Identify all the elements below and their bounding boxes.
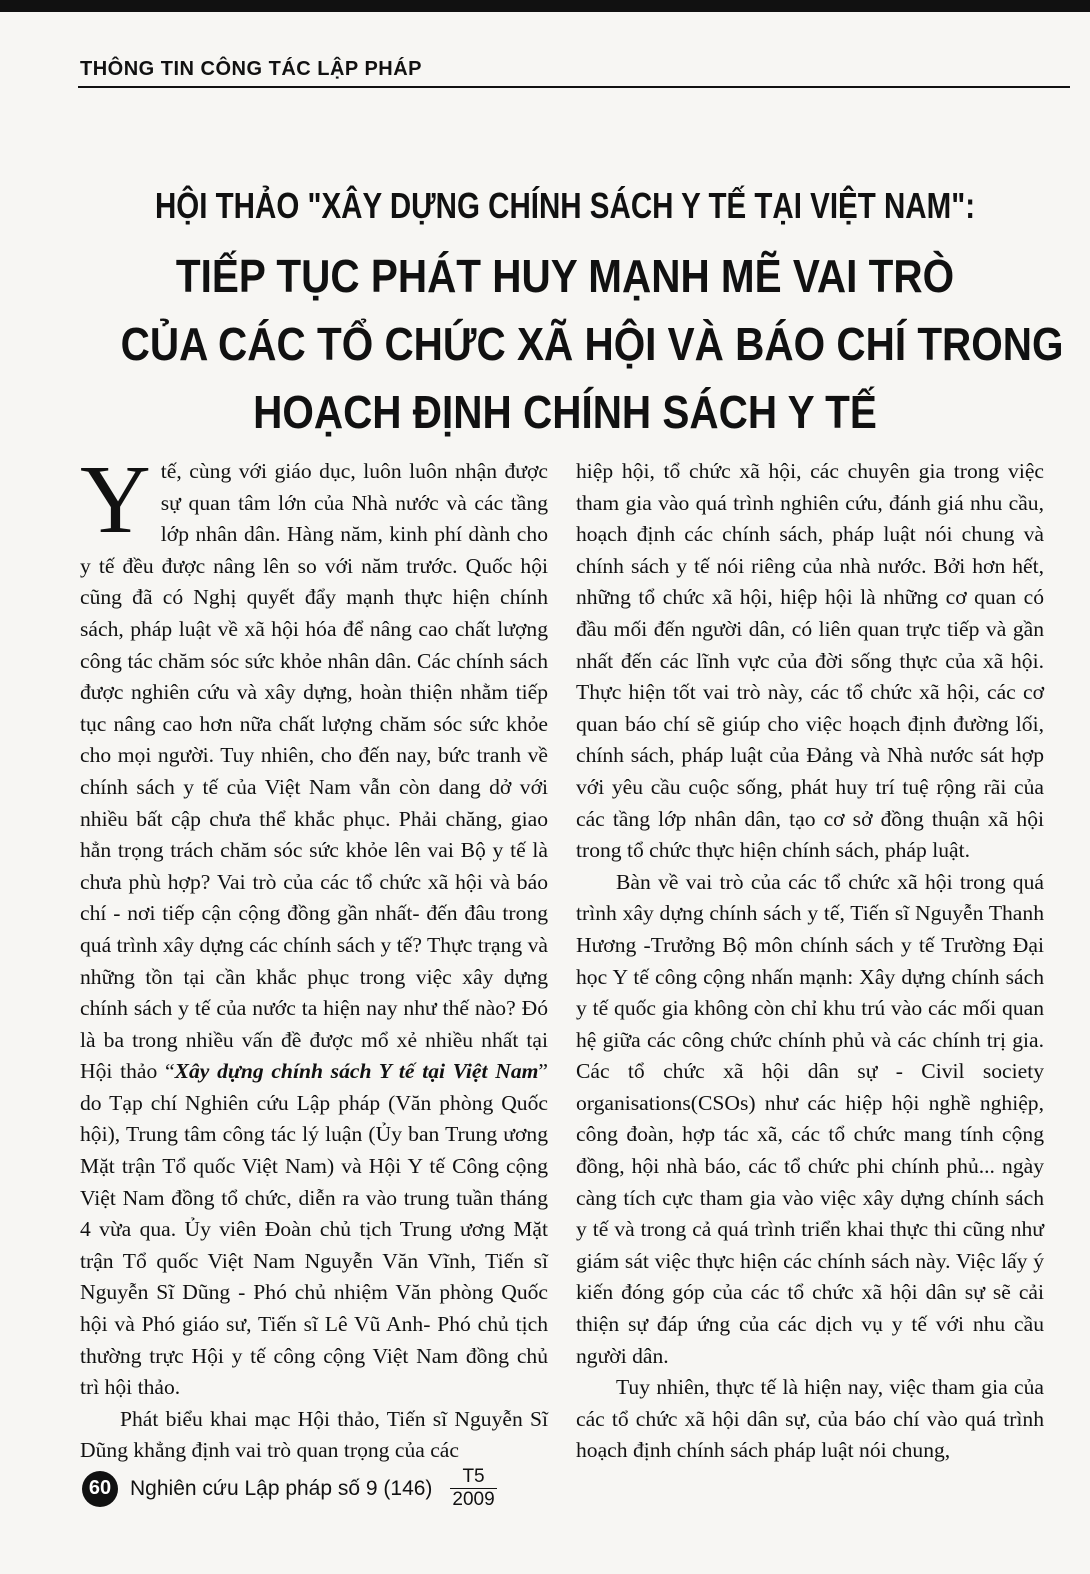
article-title — [60, 242, 1070, 446]
drop-cap: Y — [80, 446, 151, 554]
issue-month: T5 — [450, 1466, 496, 1489]
paragraph: Tuy nhiên, thực tế là hiện nay, việc tham gia của các tổ chức xã hội dân sự, của báo chí vào quá trình hoạch định chính sách pháp luật nói chung, — [576, 1375, 1044, 1463]
paragraph: hiệp hội, tổ chức xã hội, các chuyên gia trong việc tham gia vào quá trình nghiên cứu, đánh giá nhu cầu, hoạch định các chính sách, pháp luật nói chung và chính sách y tế nói riêng của nhà nước. Bởi hơn hết, những tổ chức xã hội, hiệp hội là những cơ quan có đầu mối đến người dân, có liên quan trực tiếp và gần nhất đến các lĩnh vực của đời sống thực của xã hội. Thực hiện tốt vai trò này, các tổ chức xã hội, các cơ quan báo chí sẽ giúp cho việc hoạch định đường lối, chính sách, pháp luật của Đảng và Nhà nước sát hợp với yêu cầu cuộc sống, phát huy trí tuệ rộng rãi của các tầng lớp nhân dân, tạo cơ sở đồng thuận xã hội trong tổ chức thực hiện chính sách, pháp luật. — [576, 459, 1044, 863]
article-subtitle: HỘI THẢO "XÂY DỰNG CHÍNH SÁCH Y TẾ TẠI VIỆT NAM": — [154, 185, 976, 226]
paragraph — [80, 446, 549, 1404]
paragraph: Phát biểu khai mạc Hội thảo, Tiến sĩ Nguyễn Sĩ Dũng khẳng định vai trò quan trọng của các — [80, 1406, 548, 1463]
issue-year: 2009 — [452, 1489, 495, 1510]
issue-date — [450, 1466, 496, 1511]
article-title-block — [60, 180, 1070, 446]
article-title-line: HOẠCH ĐỊNH CHÍNH SÁCH Y TẾ — [253, 386, 877, 438]
article-title-line: TIẾP TỤC PHÁT HUY MẠNH MẼ VAI TRÒ — [175, 250, 955, 302]
paragraph: Bàn về vai trò của các tổ chức xã hội trong quá trình xây dựng chính sách y tế, Tiến sĩ Nguyễn Thanh Hương -Trưởng Bộ môn chính sách y tế Trường Đại học Y tế công cộng nhấn mạnh: Xây dựng chính sách y tế quốc gia không còn chỉ khu trú vào các mối quan hệ giữa các công chức chính phủ và các chính trị gia. Các tổ chức xã hội dân sự - Civil society organisations(CSOs) như các hiệp hội nghề nghiệp, công đoàn, hợp tác xã, các tổ chức mang tính cộng đồng, hội nhà báo, các tổ chức phi chính phủ... ngày càng tích cực tham gia vào việc xây dựng chính sách y tế và trong cả quá trình triển khai thực thi cũng như giám sát việc thực hiện các chính sách này. Việc lấy ý kiến đóng góp của các tổ chức xã hội dân sự sẽ cải thiện sự đáp ứng của các dịch vụ y tế với nhu cầu người dân. — [576, 869, 1044, 1368]
paragraph-text: ” do Tạp chí Nghiên cứu Lập pháp (Văn phòng Quốc hội), Trung tâm công tác lý luận (Ủy ban Trung ương Mặt trận Tổ quốc Việt Nam) và Hội Y tế Công cộng Việt Nam đồng tổ chức, diễn ra vào trung tuần tháng 4 vừa qua. Ủy viên Đoàn chủ tịch Trung ương Mặt trận Tổ quốc Việt Nam Nguyễn Văn Vĩnh, Tiến sĩ Nguyễn Sĩ Dũng - Phó chủ nhiệm Văn phòng Quốc hội và Phó giáo sư, Tiến sĩ Lê Vũ Anh- Phó chủ tịch thường trực Hội y tế công cộng Việt Nam đồng chủ trì hội thảo. — [80, 1059, 549, 1400]
paragraph-text: tế, cùng với giáo dục, luôn luôn nhận được sự quan tâm lớn của Nhà nước và các tầng lớp nhân dân. Hàng năm, kinh phí dành cho y tế đều được nâng lên so với năm trước. Quốc hội cũng đã có Nghị quyết đẩy mạnh thực hiện chính sách, pháp luật về xã hội hóa để nâng cao chất lượng công tác chăm sóc sức khỏe nhân dân. Các chính sách được nghiên cứu và xây dựng, hoàn thiện nhằm tiếp tục nâng cao hơn nữa chất lượng chăm sóc sức khỏe cho mọi người. Tuy nhiên, cho đến nay, bức tranh về chính sách y tế của Việt Nam vẫn còn dang dở với nhiều bất cập chưa thể khắc phục. Phải chăng, giao hẳn trọng trách chăm sóc sức khỏe lên vai Bộ y tế là chưa phù hợp? Vai trò của các tổ chức xã hội và báo chí - nơi tiếp cận cộng đồng gần nhất- đến đâu trong quá trình xây dựng các chính sách y tế? Thực trạng và những tồn tại cần khắc phục trong việc xây dựng chính sách y tế của nước ta hiện nay như thế nào? Đó là ba trong nhiều vấn đề được mổ xẻ nhiều nhất tại Hội thảo “ — [80, 459, 548, 1084]
top-border-bar — [0, 0, 1090, 12]
header-divider — [78, 86, 1070, 88]
article-column-left — [80, 446, 549, 1467]
journal-name: Nghiên cứu Lập pháp số 9 (146) — [130, 1476, 433, 1500]
event-title-emphasis: Xây dựng chính sách Y tế tại Việt Nam — [174, 1059, 539, 1084]
section-header: THÔNG TIN CÔNG TÁC LẬP PHÁP — [80, 58, 423, 80]
article-column-right — [576, 456, 1044, 1467]
page-number-badge: 60 — [82, 1471, 118, 1507]
article-title-line: CỦA CÁC TỔ CHỨC XÃ HỘI VÀ BÁO CHÍ TRONG — [120, 318, 1064, 370]
page-footer — [82, 1466, 497, 1511]
